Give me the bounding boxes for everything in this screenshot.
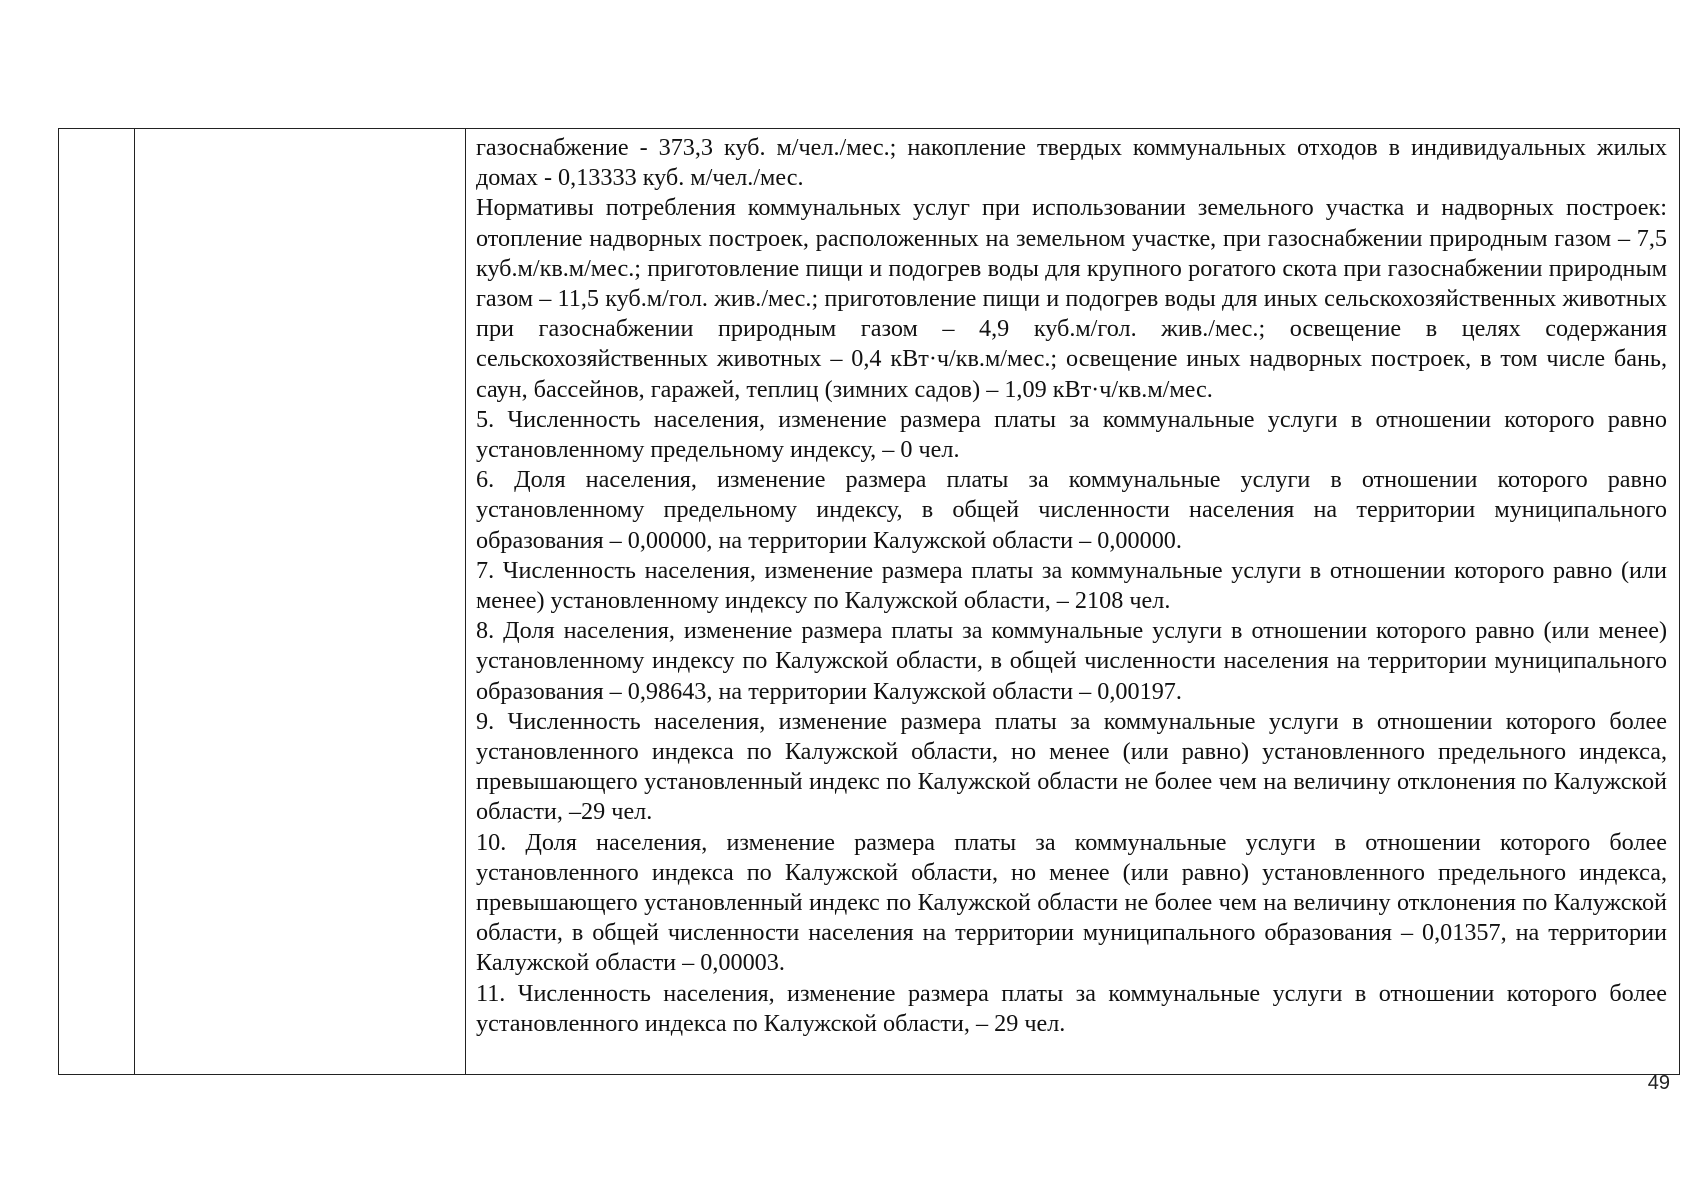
paragraph-item-5: 5. Численность населения, изменение размера платы за коммунальные услуги в отношении которого равно установленному предельному индексу, – 0 чел.	[476, 405, 1667, 464]
paragraph-gas-supply: газоснабжение - 373,3 куб. м/чел./мес.; накопление твердых коммунальных отходов в индивидуальных жилых домах - 0,13333 куб. м/чел./мес.	[476, 134, 1667, 192]
cell-text	[466, 129, 1679, 1041]
paragraph-item-7: 7. Численность населения, изменение размера платы за коммунальные услуги в отношении которого равно (или менее) установленному индексу по Калужской области, – 2108 чел.	[476, 556, 1667, 615]
page-number: 49	[1647, 1072, 1670, 1094]
paragraph-item-6: 6. Доля населения, изменение размера платы за коммунальные услуги в отношении которого равно установленному предельному индексу, в общей численности населения на территории муниципального образования – 0,00000, на территории Калужской области – 0,00000.	[476, 466, 1667, 554]
paragraph-item-8: 8. Доля населения, изменение размера платы за коммунальные услуги в отношении которого равно (или менее) установленному индексу по Калужской области, в общей численности населения на территории муниципального образования – 0,98643, на территории Калужской области – 0,00197.	[476, 617, 1667, 705]
paragraph-item-9: 9. Численность населения, изменение размера платы за коммунальные услуги в отношении которого более установленного индекса по Калужской области, но менее (или равно) установленного предельного индекса, превышающего установленный индекс по Калужской области не более чем на величину отклонения по Калужской области, –29 чел.	[476, 707, 1667, 826]
table-cell-name	[135, 129, 466, 1075]
table-cell-number	[59, 129, 135, 1075]
paragraph-item-11: 11. Численность населения, изменение размера платы за коммунальные услуги в отношении которого более установленного индекса по Калужской области, – 29 чел.	[476, 979, 1667, 1037]
paragraph-consumption-norms: Нормативы потребления коммунальных услуг при использовании земельного участка и надворных построек: отопление надворных построек, расположенных на земельном участке, при газоснабжении природным газом – 7,5 куб.м/кв.м/мес.; приготовление пищи и подогрев воды для крупного рогатого скота при газоснабжении природным газом – 11,5 куб.м/гол. жив./мес.; приготовление пищи и подогрев воды для иных сельскохозяйственных животных при газоснабжении природным газом – 4,9 куб.м/гол. жив./мес.; освещение в целях содержания сельскохозяйственных животных – 0,4 кВт·ч/кв.м/мес.; освещение иных надворных построек, в том числе бань, саун, бассейнов, гаражей, теплиц (зимних садов) – 1,09 кВт·ч/кв.м/мес.	[476, 194, 1667, 403]
paragraph-item-10: 10. Доля населения, изменение размера платы за коммунальные услуги в отношении которого более установленного индекса по Калужской области, но менее (или равно) установленного предельного индекса, превышающего установленный индекс по Калужской области не более чем на величину отклонения по Калужской области, в общей численности населения на территории муниципального образования – 0,01357, на территории Калужской области – 0,00003.	[476, 828, 1667, 977]
table-cell-description	[466, 129, 1680, 1075]
document-table	[58, 128, 1680, 1075]
table-row	[59, 129, 1680, 1075]
